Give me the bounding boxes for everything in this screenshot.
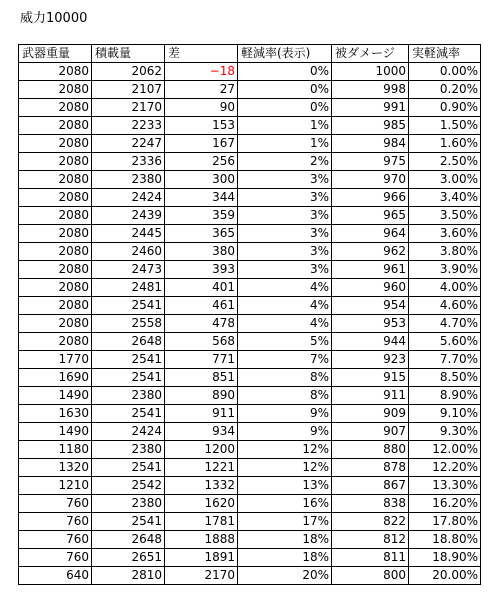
cell-damage-taken[interactable]: 880 xyxy=(332,441,409,459)
table-row xyxy=(19,549,481,567)
cell-damage-taken[interactable]: 965 xyxy=(332,207,409,225)
cell-reduction-displayed[interactable]: 3% xyxy=(238,225,332,243)
cell-difference[interactable]: −18 xyxy=(165,63,238,81)
cell-damage-taken[interactable]: 909 xyxy=(332,405,409,423)
cell-damage-taken[interactable]: 961 xyxy=(332,261,409,279)
cell-load-capacity[interactable]: 2380 xyxy=(92,441,165,459)
cell-reduction-displayed[interactable]: 16% xyxy=(238,495,332,513)
header-reduction-displayed[interactable]: 軽減率(表示) xyxy=(238,45,332,63)
cell-difference[interactable]: 167 xyxy=(165,135,238,153)
cell-actual-reduction[interactable]: 7.70% xyxy=(409,351,481,369)
cell-difference[interactable]: 27 xyxy=(165,81,238,99)
cell-damage-taken[interactable]: 822 xyxy=(332,513,409,531)
cell-reduction-displayed[interactable]: 5% xyxy=(238,333,332,351)
cell-load-capacity[interactable]: 2541 xyxy=(92,297,165,315)
cell-load-capacity[interactable]: 2460 xyxy=(92,243,165,261)
cell-damage-taken[interactable]: 954 xyxy=(332,297,409,315)
cell-weapon-weight[interactable]: 760 xyxy=(19,549,92,567)
cell-damage-taken[interactable]: 867 xyxy=(332,477,409,495)
cell-weapon-weight[interactable]: 1210 xyxy=(19,477,92,495)
cell-difference[interactable]: 256 xyxy=(165,153,238,171)
cell-load-capacity[interactable]: 2558 xyxy=(92,315,165,333)
cell-weapon-weight[interactable]: 2080 xyxy=(19,189,92,207)
table-row xyxy=(19,297,481,315)
cell-difference[interactable]: 771 xyxy=(165,351,238,369)
cell-load-capacity[interactable]: 2651 xyxy=(92,549,165,567)
table-row xyxy=(19,153,481,171)
cell-actual-reduction[interactable]: 0.90% xyxy=(409,99,481,117)
cell-weapon-weight[interactable]: 2080 xyxy=(19,117,92,135)
cell-actual-reduction[interactable]: 3.00% xyxy=(409,171,481,189)
cell-damage-taken[interactable]: 811 xyxy=(332,549,409,567)
cell-actual-reduction[interactable]: 12.00% xyxy=(409,441,481,459)
cell-actual-reduction[interactable]: 5.60% xyxy=(409,333,481,351)
cell-weapon-weight[interactable]: 2080 xyxy=(19,135,92,153)
cell-actual-reduction[interactable]: 2.50% xyxy=(409,153,481,171)
table-row xyxy=(19,459,481,477)
cell-damage-taken[interactable]: 966 xyxy=(332,189,409,207)
cell-difference[interactable]: 401 xyxy=(165,279,238,297)
table-row xyxy=(19,477,481,495)
cell-actual-reduction[interactable]: 13.30% xyxy=(409,477,481,495)
cell-reduction-displayed[interactable]: 0% xyxy=(238,81,332,99)
cell-reduction-displayed[interactable]: 18% xyxy=(238,549,332,567)
cell-load-capacity[interactable]: 2541 xyxy=(92,513,165,531)
cell-reduction-displayed[interactable]: 3% xyxy=(238,243,332,261)
table-row xyxy=(19,207,481,225)
cell-actual-reduction[interactable]: 18.80% xyxy=(409,531,481,549)
table-row xyxy=(19,171,481,189)
cell-actual-reduction[interactable]: 3.90% xyxy=(409,261,481,279)
cell-actual-reduction[interactable]: 3.80% xyxy=(409,243,481,261)
cell-damage-taken[interactable]: 985 xyxy=(332,117,409,135)
cell-damage-taken[interactable]: 923 xyxy=(332,351,409,369)
cell-damage-taken[interactable]: 878 xyxy=(332,459,409,477)
cell-load-capacity[interactable]: 2541 xyxy=(92,351,165,369)
header-load-capacity[interactable]: 積載量 xyxy=(92,45,165,63)
cell-difference[interactable]: 461 xyxy=(165,297,238,315)
table-row xyxy=(19,441,481,459)
table-row xyxy=(19,423,481,441)
data-table xyxy=(18,44,481,585)
cell-actual-reduction[interactable]: 20.00% xyxy=(409,567,481,585)
cell-reduction-displayed[interactable]: 12% xyxy=(238,441,332,459)
cell-actual-reduction[interactable]: 18.90% xyxy=(409,549,481,567)
cell-reduction-displayed[interactable]: 3% xyxy=(238,261,332,279)
table-row xyxy=(19,279,481,297)
cell-load-capacity[interactable]: 2473 xyxy=(92,261,165,279)
cell-weapon-weight[interactable]: 2080 xyxy=(19,243,92,261)
table-row xyxy=(19,513,481,531)
table-row xyxy=(19,495,481,513)
cell-actual-reduction[interactable]: 12.20% xyxy=(409,459,481,477)
cell-reduction-displayed[interactable]: 8% xyxy=(238,387,332,405)
cell-reduction-displayed[interactable]: 12% xyxy=(238,459,332,477)
cell-reduction-displayed[interactable]: 1% xyxy=(238,117,332,135)
cell-weapon-weight[interactable]: 2080 xyxy=(19,261,92,279)
cell-weapon-weight[interactable]: 1690 xyxy=(19,369,92,387)
cell-difference[interactable]: 2170 xyxy=(165,567,238,585)
cell-weapon-weight[interactable]: 2080 xyxy=(19,315,92,333)
cell-actual-reduction[interactable]: 4.60% xyxy=(409,297,481,315)
cell-weapon-weight[interactable]: 640 xyxy=(19,567,92,585)
cell-weapon-weight[interactable]: 2080 xyxy=(19,171,92,189)
cell-reduction-displayed[interactable]: 8% xyxy=(238,369,332,387)
cell-damage-taken[interactable]: 838 xyxy=(332,495,409,513)
sheet-title: 威力10000 xyxy=(20,11,88,26)
table-row xyxy=(19,531,481,549)
cell-actual-reduction[interactable]: 3.40% xyxy=(409,189,481,207)
header-damage-taken[interactable]: 被ダメージ xyxy=(332,45,409,63)
cell-damage-taken[interactable]: 911 xyxy=(332,387,409,405)
cell-actual-reduction[interactable]: 9.10% xyxy=(409,405,481,423)
cell-reduction-displayed[interactable]: 3% xyxy=(238,207,332,225)
cell-difference[interactable]: 1891 xyxy=(165,549,238,567)
table-row xyxy=(19,81,481,99)
cell-load-capacity[interactable]: 2648 xyxy=(92,531,165,549)
table-row xyxy=(19,225,481,243)
cell-reduction-displayed[interactable]: 3% xyxy=(238,171,332,189)
cell-difference[interactable]: 934 xyxy=(165,423,238,441)
table-row xyxy=(19,261,481,279)
table-row xyxy=(19,333,481,351)
cell-reduction-displayed[interactable]: 9% xyxy=(238,423,332,441)
cell-weapon-weight[interactable]: 1490 xyxy=(19,423,92,441)
cell-load-capacity[interactable]: 2233 xyxy=(92,117,165,135)
cell-actual-reduction[interactable]: 9.30% xyxy=(409,423,481,441)
cell-actual-reduction[interactable]: 8.90% xyxy=(409,387,481,405)
cell-load-capacity[interactable]: 2810 xyxy=(92,567,165,585)
cell-weapon-weight[interactable]: 760 xyxy=(19,495,92,513)
cell-weapon-weight[interactable]: 2080 xyxy=(19,99,92,117)
cell-actual-reduction[interactable]: 4.70% xyxy=(409,315,481,333)
cell-load-capacity[interactable]: 2336 xyxy=(92,153,165,171)
table-row xyxy=(19,135,481,153)
cell-weapon-weight[interactable]: 1180 xyxy=(19,441,92,459)
cell-difference[interactable]: 1221 xyxy=(165,459,238,477)
cell-reduction-displayed[interactable]: 1% xyxy=(238,135,332,153)
cell-weapon-weight[interactable]: 760 xyxy=(19,531,92,549)
cell-actual-reduction[interactable]: 16.20% xyxy=(409,495,481,513)
cell-difference[interactable]: 851 xyxy=(165,369,238,387)
cell-damage-taken[interactable]: 964 xyxy=(332,225,409,243)
cell-difference[interactable]: 365 xyxy=(165,225,238,243)
table-row xyxy=(19,315,481,333)
cell-weapon-weight[interactable]: 2080 xyxy=(19,207,92,225)
table-row xyxy=(19,189,481,207)
cell-actual-reduction[interactable]: 3.60% xyxy=(409,225,481,243)
cell-load-capacity[interactable]: 2424 xyxy=(92,423,165,441)
cell-load-capacity[interactable]: 2648 xyxy=(92,333,165,351)
cell-reduction-displayed[interactable]: 3% xyxy=(238,189,332,207)
cell-load-capacity[interactable]: 2380 xyxy=(92,495,165,513)
cell-actual-reduction[interactable]: 1.50% xyxy=(409,117,481,135)
cell-weapon-weight[interactable]: 2080 xyxy=(19,279,92,297)
cell-damage-taken[interactable]: 915 xyxy=(332,369,409,387)
header-row xyxy=(19,45,481,63)
cell-damage-taken[interactable]: 907 xyxy=(332,423,409,441)
table-row xyxy=(19,369,481,387)
cell-load-capacity[interactable]: 2439 xyxy=(92,207,165,225)
cell-difference[interactable]: 1200 xyxy=(165,441,238,459)
table-row xyxy=(19,405,481,423)
cell-difference[interactable]: 1781 xyxy=(165,513,238,531)
cell-difference[interactable]: 90 xyxy=(165,99,238,117)
cell-actual-reduction[interactable]: 3.50% xyxy=(409,207,481,225)
header-weapon-weight[interactable]: 武器重量 xyxy=(19,45,92,63)
cell-difference[interactable]: 1888 xyxy=(165,531,238,549)
cell-difference[interactable]: 478 xyxy=(165,315,238,333)
cell-damage-taken[interactable]: 960 xyxy=(332,279,409,297)
table-row xyxy=(19,117,481,135)
cell-weapon-weight[interactable]: 2080 xyxy=(19,63,92,81)
table-row xyxy=(19,387,481,405)
cell-difference[interactable]: 153 xyxy=(165,117,238,135)
cell-load-capacity[interactable]: 2541 xyxy=(92,459,165,477)
table-row xyxy=(19,99,481,117)
cell-weapon-weight[interactable]: 1770 xyxy=(19,351,92,369)
cell-actual-reduction[interactable]: 0.20% xyxy=(409,81,481,99)
cell-load-capacity[interactable]: 2380 xyxy=(92,387,165,405)
cell-load-capacity[interactable]: 2380 xyxy=(92,171,165,189)
cell-difference[interactable]: 300 xyxy=(165,171,238,189)
cell-damage-taken[interactable]: 812 xyxy=(332,531,409,549)
cell-difference[interactable]: 393 xyxy=(165,261,238,279)
cell-damage-taken[interactable]: 998 xyxy=(332,81,409,99)
cell-damage-taken[interactable]: 1000 xyxy=(332,63,409,81)
cell-difference[interactable]: 344 xyxy=(165,189,238,207)
cell-load-capacity[interactable]: 2247 xyxy=(92,135,165,153)
cell-damage-taken[interactable]: 953 xyxy=(332,315,409,333)
cell-actual-reduction[interactable]: 0.00% xyxy=(409,63,481,81)
cell-damage-taken[interactable]: 991 xyxy=(332,99,409,117)
cell-difference[interactable]: 568 xyxy=(165,333,238,351)
cell-weapon-weight[interactable]: 1630 xyxy=(19,405,92,423)
header-difference[interactable]: 差 xyxy=(165,45,238,63)
cell-actual-reduction[interactable]: 1.60% xyxy=(409,135,481,153)
cell-damage-taken[interactable]: 975 xyxy=(332,153,409,171)
cell-reduction-displayed[interactable]: 4% xyxy=(238,279,332,297)
table-row xyxy=(19,63,481,81)
cell-weapon-weight[interactable]: 2080 xyxy=(19,153,92,171)
cell-reduction-displayed[interactable]: 0% xyxy=(238,63,332,81)
cell-reduction-displayed[interactable]: 18% xyxy=(238,531,332,549)
cell-reduction-displayed[interactable]: 9% xyxy=(238,405,332,423)
cell-load-capacity[interactable]: 2107 xyxy=(92,81,165,99)
cell-load-capacity[interactable]: 2541 xyxy=(92,405,165,423)
cell-damage-taken[interactable]: 970 xyxy=(332,171,409,189)
cell-weapon-weight[interactable]: 2080 xyxy=(19,297,92,315)
cell-load-capacity[interactable]: 2541 xyxy=(92,369,165,387)
cell-load-capacity[interactable]: 2445 xyxy=(92,225,165,243)
cell-weapon-weight[interactable]: 2080 xyxy=(19,81,92,99)
table-row xyxy=(19,567,481,585)
table-row xyxy=(19,243,481,261)
cell-difference[interactable]: 1332 xyxy=(165,477,238,495)
cell-reduction-displayed[interactable]: 0% xyxy=(238,99,332,117)
cell-reduction-displayed[interactable]: 2% xyxy=(238,153,332,171)
cell-damage-taken[interactable]: 984 xyxy=(332,135,409,153)
cell-load-capacity[interactable]: 2170 xyxy=(92,99,165,117)
cell-difference[interactable]: 890 xyxy=(165,387,238,405)
cell-damage-taken[interactable]: 800 xyxy=(332,567,409,585)
cell-damage-taken[interactable]: 944 xyxy=(332,333,409,351)
cell-reduction-displayed[interactable]: 13% xyxy=(238,477,332,495)
cell-actual-reduction[interactable]: 8.50% xyxy=(409,369,481,387)
cell-reduction-displayed[interactable]: 17% xyxy=(238,513,332,531)
table-row xyxy=(19,351,481,369)
cell-load-capacity[interactable]: 2062 xyxy=(92,63,165,81)
cell-damage-taken[interactable]: 962 xyxy=(332,243,409,261)
cell-reduction-displayed[interactable]: 4% xyxy=(238,297,332,315)
cell-difference[interactable]: 380 xyxy=(165,243,238,261)
cell-actual-reduction[interactable]: 4.00% xyxy=(409,279,481,297)
cell-weapon-weight[interactable]: 760 xyxy=(19,513,92,531)
cell-difference[interactable]: 359 xyxy=(165,207,238,225)
cell-difference[interactable]: 911 xyxy=(165,405,238,423)
cell-weapon-weight[interactable]: 2080 xyxy=(19,225,92,243)
cell-load-capacity[interactable]: 2542 xyxy=(92,477,165,495)
cell-reduction-displayed[interactable]: 20% xyxy=(238,567,332,585)
header-actual-reduction[interactable]: 実軽減率 xyxy=(409,45,481,63)
cell-load-capacity[interactable]: 2424 xyxy=(92,189,165,207)
cell-actual-reduction[interactable]: 17.80% xyxy=(409,513,481,531)
cell-reduction-displayed[interactable]: 4% xyxy=(238,315,332,333)
cell-difference[interactable]: 1620 xyxy=(165,495,238,513)
cell-reduction-displayed[interactable]: 7% xyxy=(238,351,332,369)
cell-weapon-weight[interactable]: 1490 xyxy=(19,387,92,405)
cell-weapon-weight[interactable]: 1320 xyxy=(19,459,92,477)
cell-weapon-weight[interactable]: 2080 xyxy=(19,333,92,351)
cell-load-capacity[interactable]: 2481 xyxy=(92,279,165,297)
